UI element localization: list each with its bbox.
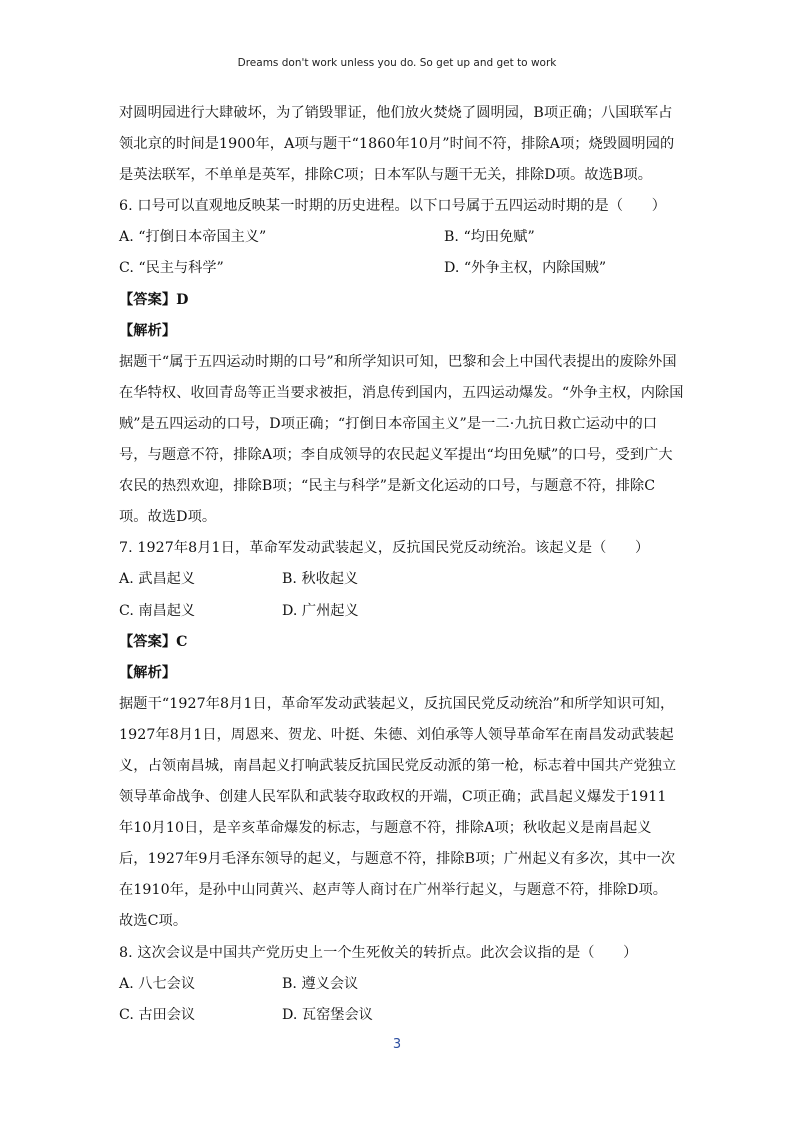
analysis-label: 【解析】	[119, 664, 177, 681]
analysis-line: 在1910年，是孙中山同黄兴、赵声等人商讨在广州举行起义，与题意不符，排除D项。	[119, 882, 668, 899]
paragraph-line: 领北京的时间是1900年，A项与题干“1860年10月”时间不符，排除A项；烧毁圆明园的	[119, 136, 675, 153]
analysis-line: 后，1927年9月毛泽东领导的起义，与题意不符，排除B项；广州起义有多次，其中一次	[119, 851, 676, 868]
analysis-line: 义，占领南昌城，南昌起义打响武装反抗国民党反动派的第一枪，标志着中国共产党独立	[119, 757, 677, 774]
analysis-line: 号，与题意不符，排除A项；李自成领导的农民起义军提出“均田免赋”的口号，受到广大	[119, 447, 673, 464]
option-c: C. 古田会议	[119, 1006, 196, 1023]
analysis-line: 故选C项。	[119, 913, 188, 930]
question-6-options-row-2	[119, 253, 679, 284]
option-d: D. “外争主权，内除国贼”	[444, 260, 607, 277]
answer-label: 【答案】D	[119, 291, 189, 308]
question-7-stem: 7. 1927年8月1日，革命军发动武装起义，反抗国民党反动统治。该起义是（ ）	[119, 540, 650, 557]
question-6-stem: 6. 口号可以直观地反映某一时期的历史进程。以下口号属于五四运动时期的是（ ）	[119, 198, 666, 215]
question-8-options-row-2	[119, 1000, 679, 1031]
analysis-line: 项。故选D项。	[119, 509, 217, 526]
question-6-options-row-1	[119, 222, 679, 253]
answer-label: 【答案】C	[119, 633, 188, 650]
question-7-options-row-2	[119, 596, 679, 627]
analysis-line: 领导革命战争、创建人民军队和武装夺取政权的开端，C项正确；武昌起义爆发于1911	[119, 789, 667, 806]
analysis-line: 据题干“1927年8月1日，革命军发动武装起义，反抗国民党反动统治”和所学知识可知，	[119, 695, 675, 712]
paragraph-line: 是英法联军，不单单是英军，排除C项；日本军队与题干无关，排除D项。故选B项。	[119, 167, 653, 184]
option-a: A. 武昌起义	[119, 571, 196, 588]
option-b: B. 遵义会议	[282, 975, 359, 992]
analysis-label: 【解析】	[119, 322, 177, 339]
analysis-line: 贼”是五四运动的口号，D项正确；“打倒日本帝国主义”是一二·九抗日救亡运动中的口	[119, 415, 658, 432]
question-8-stem: 8. 这次会议是中国共产党历史上一个生死攸关的转折点。此次会议指的是（ ）	[119, 944, 638, 961]
analysis-line: 年10月10日，是辛亥革命爆发的标志，与题意不符，排除A项；秋收起义是南昌起义	[119, 820, 652, 837]
analysis-line: 农民的热烈欢迎，排除B项；“民主与科学”是新文化运动的口号，与题意不符，排除C	[119, 478, 656, 495]
option-a: A. “打倒日本帝国主义”	[119, 229, 267, 246]
question-7-options-row-1	[119, 564, 679, 595]
option-d: D. 瓦窑堡会议	[282, 1006, 373, 1023]
option-c: C. 南昌起义	[119, 602, 196, 619]
paragraph-line: 对圆明园进行大肆破坏，为了销毁罪证，他们放火焚烧了圆明园，B项正确；八国联军占	[119, 105, 673, 121]
analysis-line: 在华特权、收回青岛等正当要求被拒，消息传到国内，五四运动爆发。“外争主权，内除国	[119, 384, 684, 401]
option-b: B. 秋收起义	[282, 571, 359, 588]
analysis-line: 据题干“属于五四运动时期的口号”和所学知识可知，巴黎和会上中国代表提出的废除外国	[119, 353, 677, 370]
analysis-line: 1927年8月1日，周恩来、贺龙、叶挺、朱德、刘伯承等人领导革命军在南昌发动武装起	[119, 726, 674, 743]
page-header-motto: Dreams don't work unless you do. So get up and get to work	[237, 57, 557, 69]
page-number: 3	[392, 1037, 402, 1052]
option-c: C. “民主与科学”	[119, 260, 224, 277]
option-a: A. 八七会议	[119, 975, 196, 992]
option-d: D. 广州起义	[282, 602, 359, 619]
page-content	[119, 98, 684, 1031]
question-8-options-row-1	[119, 969, 679, 1000]
option-b: B. “均田免赋”	[444, 229, 535, 246]
